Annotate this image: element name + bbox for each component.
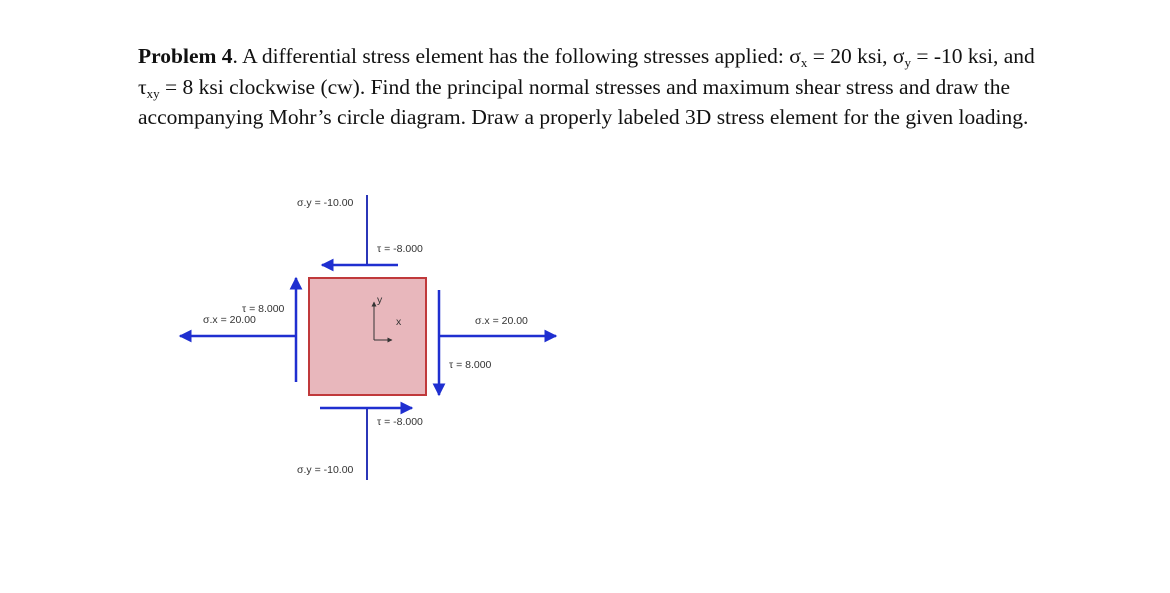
problem-label: Problem 4	[138, 44, 233, 68]
sigma-y-top-label: σ.y = -10.00	[297, 197, 354, 209]
axis-x-label: x	[396, 316, 402, 328]
tau-xy-subscript: xy	[146, 85, 160, 101]
tau-bottom-label: τ = -8.000	[377, 416, 423, 428]
sigma-x-left-label: σ.x = 20.00	[203, 314, 256, 326]
stress-element-square	[309, 278, 426, 395]
tau-right-label: τ = 8.000	[449, 359, 492, 371]
problem-text-4: = 8 ksi clockwise (cw). Find the principal normal stresses and maximum shear stress and draw the accompanying Mohr’s circle diagram. Draw a properly labeled 3D stress element for the given loading.	[138, 74, 1029, 129]
problem-text-2: = 20 ksi, σ	[807, 44, 905, 68]
sigma-x-subscript: x	[800, 55, 808, 70]
problem-text-3: = -10 ksi, and τ	[138, 44, 1035, 99]
tau-top-label: τ = -8.000	[377, 243, 423, 255]
axis-y-label: y	[377, 294, 383, 306]
tau-left-label: τ = 8.000	[242, 303, 285, 315]
sigma-y-bottom-label: σ.y = -10.00	[297, 464, 354, 476]
problem-text-1: . A differential stress element has the following stresses applied: σ	[232, 44, 801, 68]
sigma-y-subscript: y	[904, 55, 912, 70]
sigma-x-right-label: σ.x = 20.00	[475, 315, 528, 327]
